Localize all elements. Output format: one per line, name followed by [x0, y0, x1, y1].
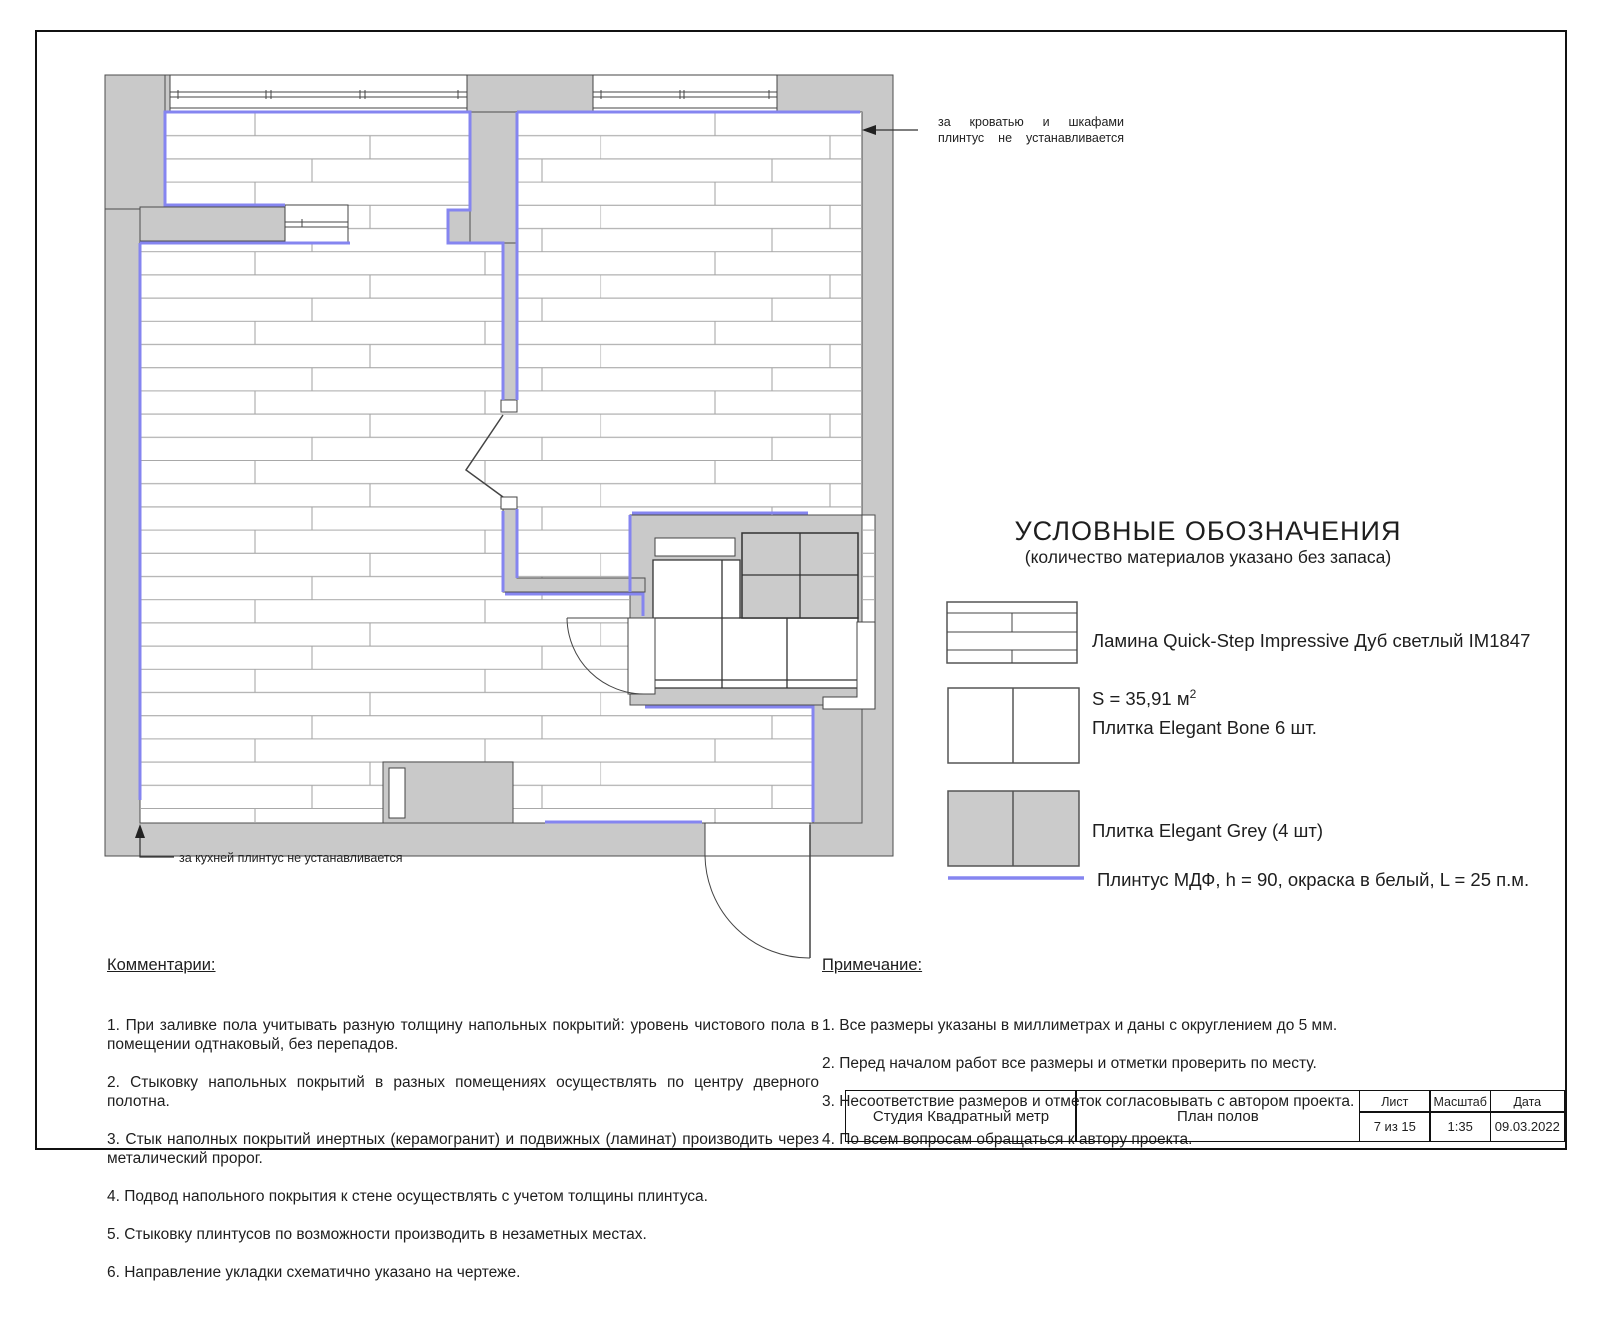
legend-item-tile-bone: Плитка Elegant Bone 6 шт.	[1092, 717, 1317, 738]
note-item: 4. По всем вопросам обращаться к автору проекта.	[822, 1131, 1193, 1148]
wall-between-windows	[467, 75, 593, 113]
notes-title: Примечание:	[822, 956, 923, 974]
note-item: 1. Все размеры указаны в миллиметрах и даны с округлением до 5 мм.	[822, 1017, 1338, 1034]
legend-subtitle: (количество материалов указано без запаса)	[1024, 547, 1392, 567]
notes-section	[822, 938, 1422, 1186]
bathroom-door-opening	[628, 618, 655, 694]
title-block-date-value: 09.03.2022	[1490, 1111, 1565, 1142]
comment-item: 1. При заливке пола учитывать разную толщину напольных покрытий: уровень чистового пола в помещении одтнаковый, без перепадов.	[107, 1017, 819, 1053]
legend-swatch-laminate	[947, 602, 1077, 663]
title-block-company: Студия Квадратный метр	[845, 1090, 1077, 1142]
title-block-date-label: Дата	[1490, 1090, 1565, 1113]
entrance-door-opening	[705, 823, 810, 856]
title-block-scale-label: Масштаб	[1429, 1090, 1491, 1113]
kitchen-note: за кухней плинтус не устанавливается	[179, 851, 403, 865]
note-item: 2. Перед началом работ все размеры и отметки проверить по месту.	[822, 1055, 1317, 1072]
comment-item: 3. Стык наполных покрытий инертных (керамогранит) и подвижных (ламинат) производить через металический пророг.	[107, 1131, 819, 1167]
wall-left-upper	[105, 75, 165, 209]
bathroom-tiles	[653, 533, 875, 709]
note-item: 3. Несоответствие размеров и отметок согласовывать с автором проекта.	[822, 1093, 1355, 1110]
legend-item-laminate-area: S = 35,91 м	[1092, 688, 1190, 710]
wall-partition-stub-top	[503, 243, 517, 400]
comment-item: 4. Подвод напольного покрытия к стене осуществлять с учетом толщины плинтуса.	[107, 1188, 708, 1205]
wall-partition-upper	[470, 112, 517, 243]
legend-item-laminate-label: Ламина Quick-Step Impressive Дуб светлый IM1847	[1092, 630, 1531, 651]
kitchen-unit-slot	[389, 768, 405, 818]
title-block-scale-value: 1:35	[1429, 1111, 1491, 1142]
comment-item: 6. Направление укладки схематично указано на чертеже.	[107, 1264, 521, 1281]
comment-item: 5. Стыковку плинтусов по возможности производить в незаметных местах.	[107, 1226, 647, 1243]
bathroom-threshold	[655, 538, 735, 556]
title-block-drawing-name: План полов	[1075, 1090, 1360, 1142]
comment-item: 2. Стыковку напольных покрытий в разных помещениях осуществлять по центру дверного полотна.	[107, 1074, 819, 1110]
comments-list	[107, 997, 819, 1301]
title-block-sheet-value: 7 из 15	[1359, 1111, 1431, 1142]
door-jamb-top	[501, 400, 517, 412]
legend-swatches	[947, 602, 1084, 878]
legend-swatch-tile-bone	[948, 688, 1079, 763]
grey-tile-area	[742, 533, 858, 618]
legend-item-laminate	[1092, 600, 1562, 712]
legend-item-laminate-area-sup: 2	[1189, 687, 1197, 701]
legend-title: УСЛОВНЫЕ ОБОЗНАЧЕНИЯ	[1014, 516, 1402, 546]
legend-item-skirting: Плинтус МДФ, h = 90, окраска в белый, L = 25 п.м.	[1097, 869, 1530, 890]
comments-section	[107, 938, 819, 1319]
window-sill-unit	[285, 205, 348, 242]
window-left	[170, 75, 467, 112]
wall-alcove-bottom	[140, 207, 290, 241]
notes-list	[822, 997, 1422, 1168]
title-block-sheet-label: Лист	[1359, 1090, 1431, 1113]
legend-swatch-tile-grey	[948, 791, 1079, 866]
door-jamb-bottom	[501, 497, 517, 509]
window-right	[593, 75, 777, 112]
wall-right-of-entry	[813, 705, 862, 823]
wall-partition-jog	[448, 210, 470, 243]
comments-title: Комментарии:	[107, 956, 216, 974]
bed-note: за кроватью и шкафами плинтус не устанавливается	[938, 115, 1124, 145]
legend-item-tile-grey: Плитка Elegant Grey (4 шт)	[1092, 820, 1324, 841]
